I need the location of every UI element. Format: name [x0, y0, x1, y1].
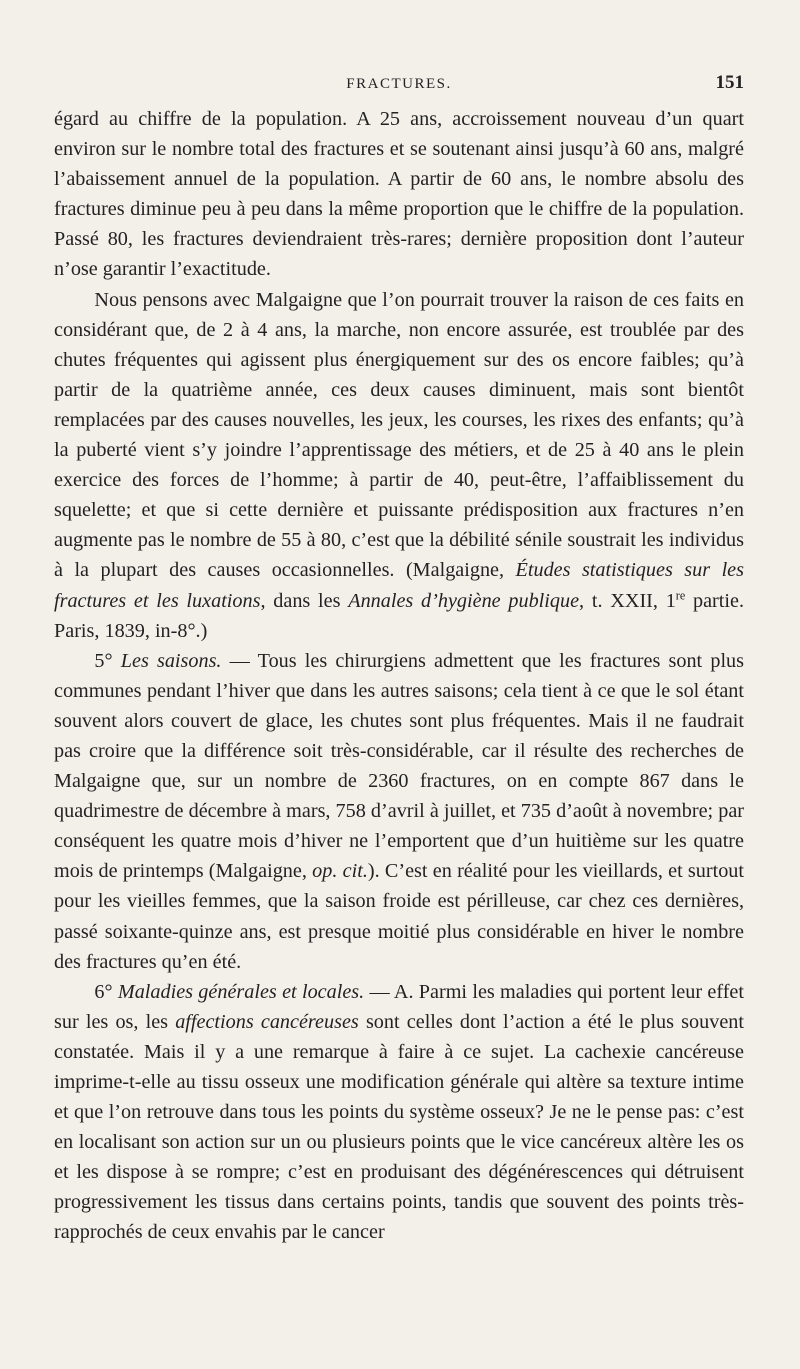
paragraph-seasons: 5° Les saisons. — Tous les chirurgiens admettent que les fractures sont plus communes pendant l’hiver que dans les autres saisons; cela tient à ce que le sol étant souvent alors couvert de glace, les chutes sont plus fréquentes. Mais il ne faudrait pas croire que la différence soit très-considérable, car il résulte des recherches de Malgaigne que, sur un nombre de 2360 fractures, on en compte 867 dans le quadrimestre de décembre à mars, 758 d’avril à juillet, et 735 d’août à novembre; par conséquent les quatre mois d’hiver ne l’emportent que d’un huitième sur les quatre mois de printemps (Malgaigne, op. cit.). C’est en réalité pour les vieillards, et surtout pour les vieilles femmes, que la saison froide est périlleuse, car chez ces dernières, passé soixante-quinze ans, est presque moitié plus considérable en hiver le nombre des fractures qu’en été. — [54, 649, 745, 973]
page-number: 151 — [715, 72, 744, 93]
work-title: Études statistiques sur les fractures et les luxations — [54, 559, 744, 612]
running-title: FRACTURES. — [346, 76, 452, 92]
section-heading-diseases: Maladies générales et locales. — [117, 980, 365, 1003]
paragraph-diseases: 6° Maladies générales et locales. — A. Parmi les maladies qui portent leur effet sur les os, les affections cancéreuses sont celles dont l’action a été le plus souvent constatée. Mais il y a une remarque à faire à ce sujet. La cachexie cancéreuse imprime-t-elle au tissu osseux une modification générale qui altère sa texture intime et que l’on retrouve dans tous les points du système osseux? Je ne le pense pas: c’est en localisant son action sur un ou plusieurs points que le vice cancéreux altère les os et les dispose à se rompre; c’est en produisant des dégénérescences qui détruisent progressivement les tissus dans certains points, tandis que souvent des points très-rapprochés de ceux envahis par le cancer — [54, 980, 744, 1244]
journal-title: Annales d’hygiène publique — [348, 589, 580, 612]
section-heading-seasons: Les saisons. — [120, 649, 222, 672]
paragraph-population: égard au chiffre de la population. A 25 ans, accroissement nouveau d’un quart environ sur le nombre total des fractures et se soutenant ainsi jusqu’à 60 ans, malgré l’abaissement annuel de la population. A partir de 60 ans, le nombre absolu des fractures diminue peu à peu dans la même proportion que le chiffre de la population. Passé 80, les fractures deviendraient très-rares; dernière proposition dont l’auteur n’ose garantir l’exactitude. — [54, 108, 744, 281]
page-header — [54, 0, 744, 100]
paragraph-malgaigne-explanation: Nous pensons avec Malgaigne que l’on pourrait trouver la raison de ces faits en considérant que, de 2 à 4 ans, la marche, non encore assurée, est troublée par des chutes fréquentes qui agissent plus énergiquement sur des os encore faibles; qu’à partir de la quatrième année, ces deux causes diminuent, mais sont bientôt remplacées par des causes nouvelles, les jeux, les courses, les rixes des enfants; qu’à la puberté vient s’y joindre l’apprentissage des métiers, et de 25 à 40 ans le plein exercice des forces de l’homme; à partir de 40, peut-être, l’affaiblissement du squelette; et que si cette dernière et puissante prédisposition aux fractures n’en augmente pas le nombre de 55 à 80, c’est que la débilité sénile soustrait les individus à la plupart des causes occasionnelles. (Malgaigne, Études statistiques sur les fractures et les luxations, dans les Annales d’hygiène publique, t. XXII, 1re partie. Paris, 1839, in-8°.) — [54, 288, 744, 642]
citation-op-cit: op. cit. — [312, 860, 368, 883]
term-cancerous-affections: affections cancéreuses — [175, 1010, 359, 1033]
body-text — [54, 104, 744, 1248]
